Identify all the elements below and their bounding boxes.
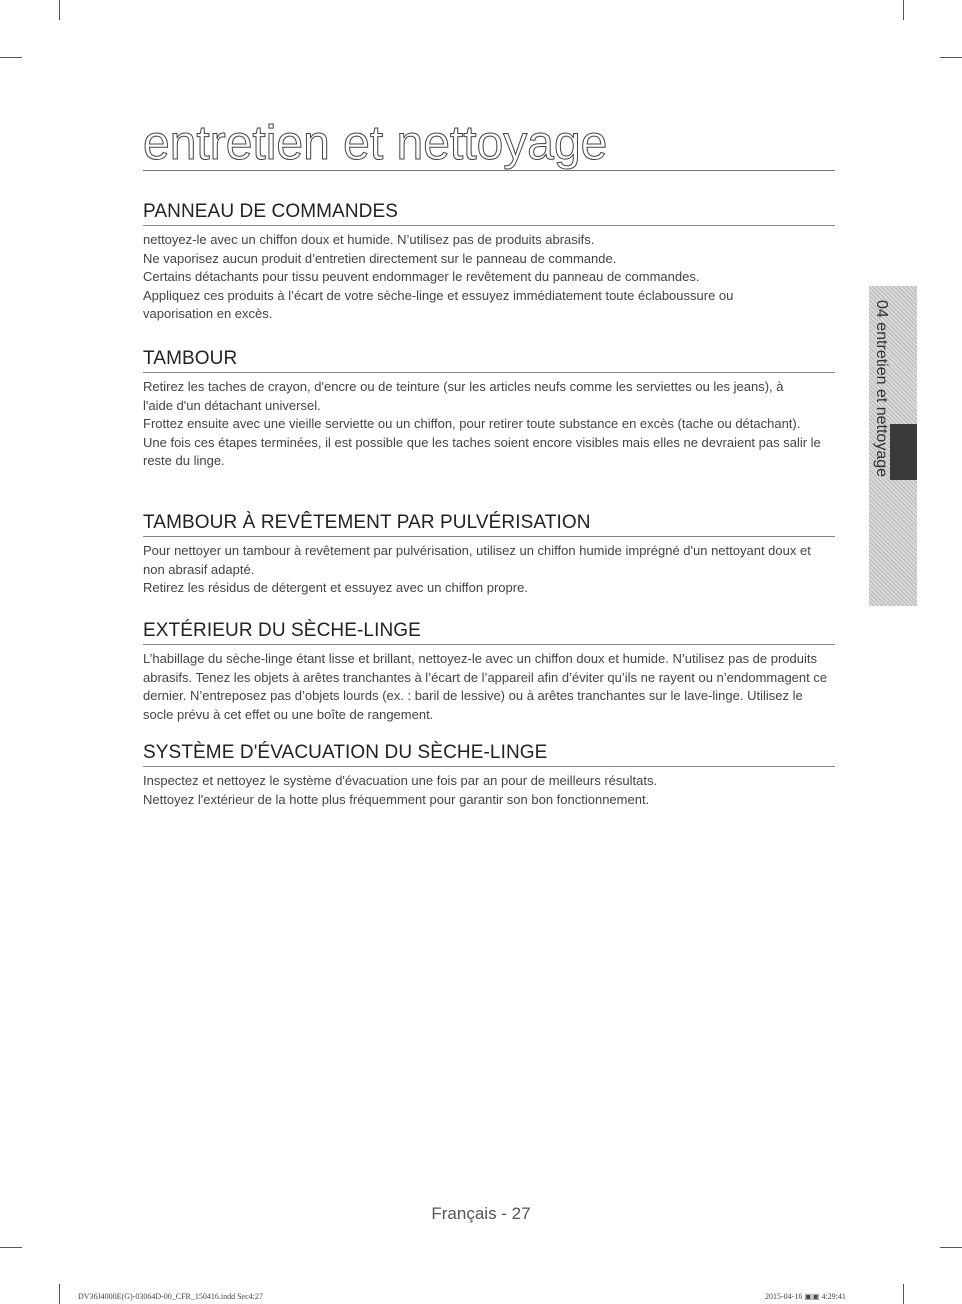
section-heading: PANNEAU DE COMMANDES [143, 200, 835, 226]
crop-mark [59, 0, 60, 20]
chapter-tab-label: 04 entretien et nettoyage [873, 300, 890, 478]
crop-mark [903, 1284, 904, 1304]
crop-mark [940, 57, 962, 58]
paragraph: L’habillage du sèche-linge étant lisse et brillant, nettoyez-le avec un chiffon doux et humide. N’utilisez pas de produits abrasifs. Tenez les objets à arêtes tranchantes à l’écart de l’appareil afin d’éviter qu’ils ne rayent ou n’endommagent ce dernier. N’entreposez pas d’objets lourds (ex. : baril de lessive) ou à arêtes tranchantes sur le lave-linge. Utilisez le socle prévu à cet effet ou une boîte de rangement. [143, 651, 828, 722]
section-heading: TAMBOUR À REVÊTEMENT PAR PULVÉRISATION [143, 511, 835, 537]
paragraph: Certains détachants pour tissu peuvent endommager le revêtement du panneau de commandes. [143, 269, 700, 284]
paragraph: Retirez les taches de crayon, d'encre ou de teinture (sur les articles neufs comme les serviettes ou les jeans), à l'aide d'un détachant universel. [143, 379, 784, 413]
crop-mark [0, 1247, 22, 1248]
section-heading: EXTÉRIEUR DU SÈCHE-LINGE [143, 619, 835, 645]
paragraph: Ne vaporisez aucun produit d’entretien directement sur le panneau de commande. [143, 250, 617, 266]
section-tambour [143, 347, 835, 471]
paragraph: Inspectez et nettoyez le système d'évacuation une fois par an pour de meilleurs résultats. [143, 773, 658, 788]
crop-mark [59, 1284, 60, 1304]
crop-mark [903, 0, 904, 20]
page-number: Français - 27 [431, 1204, 531, 1223]
paragraph: Une fois ces étapes terminées, il est possible que les taches soient encore visibles mais elles ne devraient pas salir le reste du linge. [143, 434, 821, 468]
page-title: entretien et nettoyage [143, 118, 835, 171]
chapter-side-tab [869, 286, 917, 606]
section-panneau [143, 200, 835, 324]
paragraph: nettoyez-le avec un chiffon doux et humide. N’utilisez pas de produits abrasifs. [143, 232, 595, 247]
section-exterieur [143, 619, 835, 724]
section-heading: TAMBOUR [143, 347, 835, 373]
section-tambour-revetement [143, 511, 835, 598]
paragraph: Retirez les résidus de détergent et essuyez avec un chiffon propre. [143, 580, 528, 595]
paragraph: Appliquez ces produits à l’écart de votre sèche-linge et essuyez immédiatement toute éclaboussure ou vaporisation en excès. [143, 287, 734, 321]
paragraph: Pour nettoyer un tambour à revêtement par pulvérisation, utilisez un chiffon humide imprégné d'un nettoyant doux et non abrasif adapté. [143, 543, 811, 577]
print-slug-right: 2015-04-16 ▣▣ 4:29:41 [765, 1292, 846, 1301]
section-evacuation [143, 741, 835, 809]
print-slug-left: DV36J4000E(G)-03064D-00_CFR_150416.indd Sec4:27 [78, 1292, 263, 1301]
section-heading: SYSTÈME D'ÉVACUATION DU SÈCHE-LINGE [143, 741, 835, 767]
paragraph: Frottez ensuite avec une vieille serviette ou un chiffon, pour retirer toute substance en excès (tache ou détachant). [143, 416, 801, 431]
chapter-marker [890, 424, 917, 480]
crop-mark [940, 1247, 962, 1248]
paragraph: Nettoyez l'extérieur de la hotte plus fréquemment pour garantir son bon fonctionnement. [143, 791, 650, 807]
crop-mark [0, 57, 22, 58]
